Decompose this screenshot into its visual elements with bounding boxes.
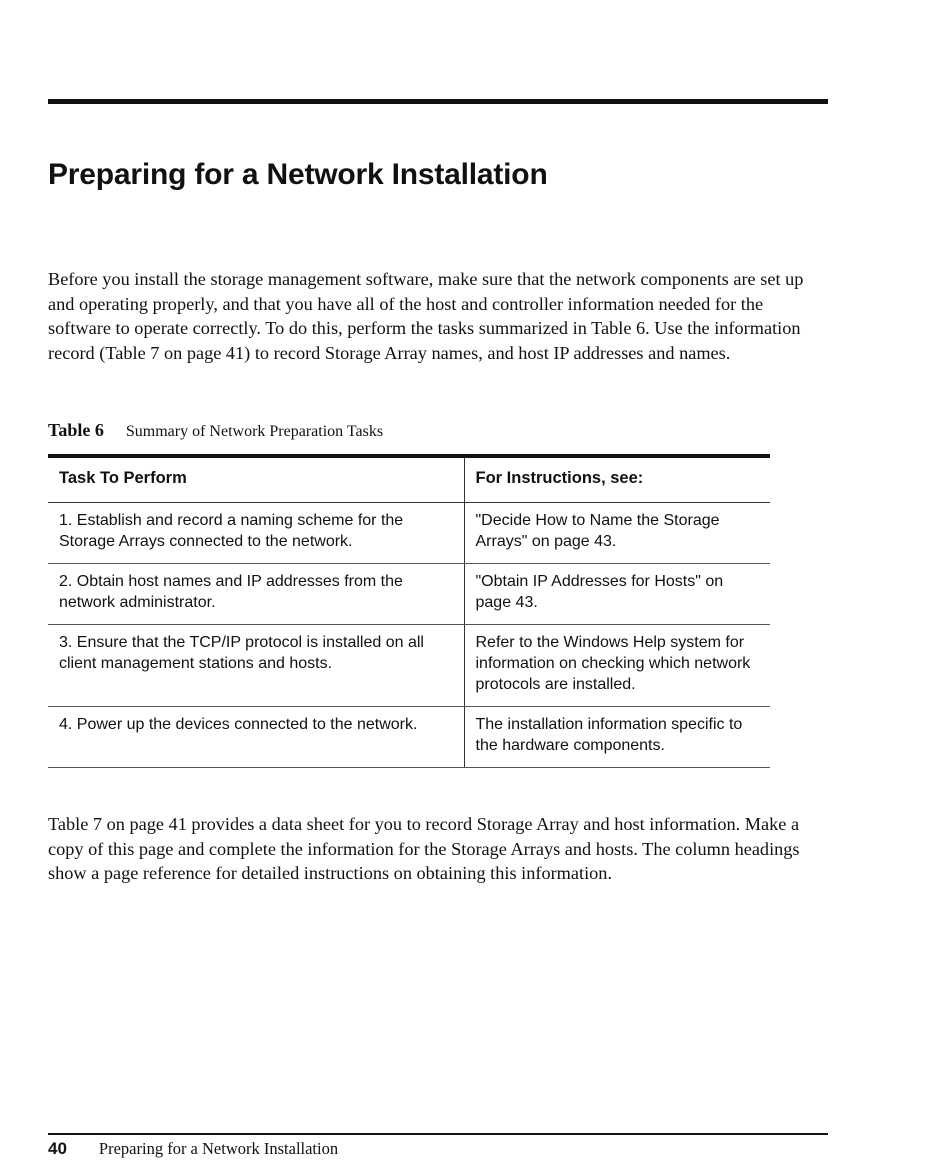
task-cell: 2. Obtain host names and IP addresses from the network administrator. — [48, 563, 464, 624]
footer-rule — [48, 1133, 828, 1135]
table-row — [48, 502, 770, 563]
task-cell: 4. Power up the devices connected to the network. — [48, 706, 464, 767]
instructions-cell: "Obtain IP Addresses for Hosts" on page 43. — [464, 563, 770, 624]
running-title: Preparing for a Network Installation — [98, 1139, 339, 1158]
table-caption-text: Summary of Network Preparation Tasks — [125, 423, 384, 440]
table-row — [48, 563, 770, 624]
page-title: Preparing for a Network Installation — [48, 158, 548, 191]
column-header-instructions: For Instructions, see: — [464, 456, 770, 502]
column-header-task: Task To Perform — [48, 456, 464, 502]
table-label: Table 6 — [48, 420, 104, 440]
table-row — [48, 624, 770, 706]
instructions-cell: Refer to the Windows Help system for information on checking which network protocols are installed. — [464, 624, 770, 706]
instructions-cell: The installation information specific to the hardware components. — [464, 706, 770, 767]
table-caption — [48, 420, 383, 441]
table-row — [48, 706, 770, 767]
page-footer — [48, 1139, 338, 1159]
page-number: 40 — [48, 1139, 67, 1158]
task-cell: 1. Establish and record a naming scheme for the Storage Arrays connected to the network. — [48, 502, 464, 563]
followup-paragraph: Table 7 on page 41 provides a data sheet for you to record Storage Array and host information. Make a copy of this page and complete the information for the Storage Arrays and hosts. The column headings show a page reference for detailed instructions on obtaining this information. — [48, 814, 800, 884]
network-preparation-tasks-table — [48, 454, 770, 768]
instructions-cell: "Decide How to Name the Storage Arrays" on page 43. — [464, 502, 770, 563]
task-cell: 3. Ensure that the TCP/IP protocol is installed on all client management stations and hosts. — [48, 624, 464, 706]
table-header-row — [48, 456, 770, 502]
top-rule — [48, 99, 828, 104]
intro-paragraph: Before you install the storage management software, make sure that the network components are set up and operating properly, and that you have all of the host and controller information needed for the software to operate correctly. To do this, perform the tasks summarized in Table 6. Use the information record (Table 7 on page 41) to record Storage Array names, and host IP addresses and names. — [48, 269, 804, 364]
